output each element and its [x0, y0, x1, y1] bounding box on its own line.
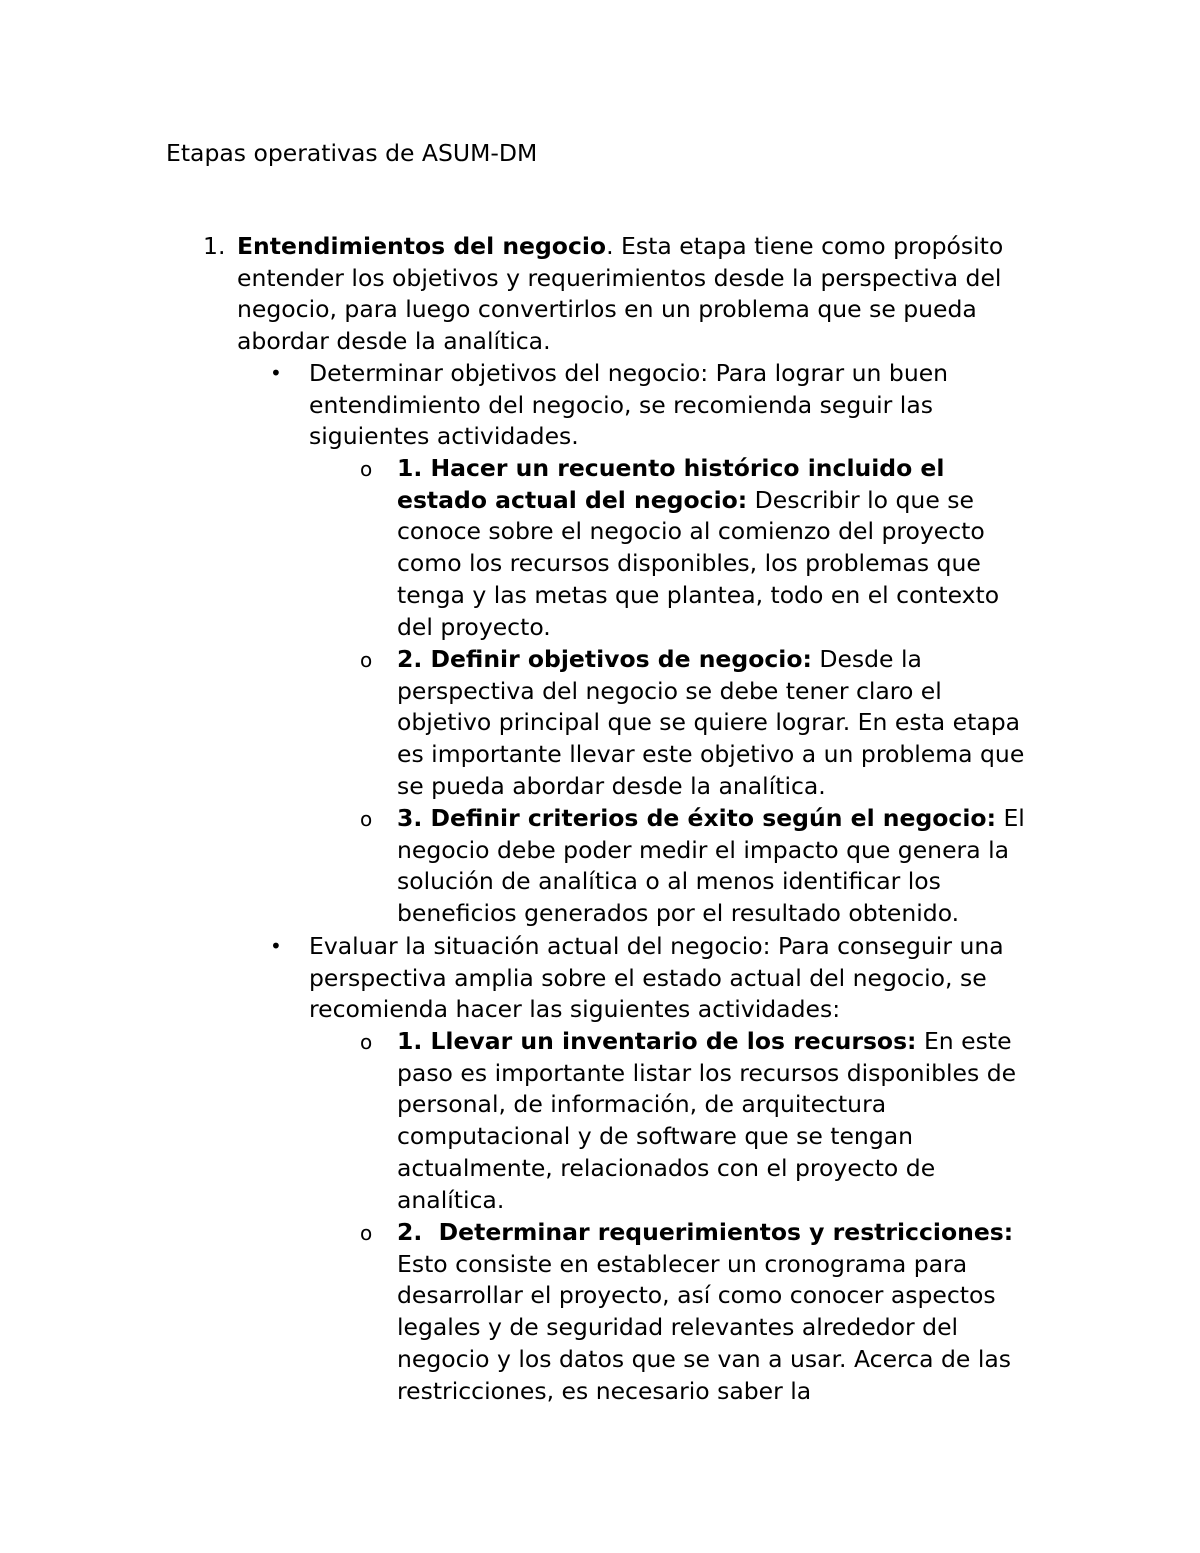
sub-item-body: El negocio debe poder medir el impacto que genera la solución de analítica o al menos identificar los beneficios generados por el resultado obtenido.	[397, 804, 1025, 928]
sub-bullet-icon: o	[360, 648, 373, 672]
sub-item-lead: 3. Definir criterios de éxito según el negocio:	[397, 804, 996, 832]
document-title: Etapas operativas de ASUM-DM	[166, 139, 538, 167]
bullet-text: Determinar objetivos del negocio: Para lograr un buen entendimiento del negocio, se recomienda seguir las siguientes actividades.	[309, 359, 949, 451]
list-item-lead: Entendimientos del negocio	[237, 232, 607, 260]
sub-item-text	[397, 644, 1037, 803]
sub-item-text	[397, 453, 1037, 643]
sub-item-lead: 2. Determinar requerimientos y restricciones:	[397, 1218, 1014, 1246]
list-item-text	[237, 231, 1037, 358]
sub-item-text	[397, 1217, 1037, 1407]
sub-item-body: Desde la perspectiva del negocio se debe tener claro el objetivo principal que se quiere lograr. En esta etapa es importante llevar este objetivo a un problema que se pueda abordar desde la analítica.	[397, 645, 1025, 800]
sub-item-body: Esto consiste en establecer un cronograma para desarrollar el proyecto, así como conocer aspectos legales y de seguridad relevantes alrededor del negocio y los datos que se van a usar. Acerca de las restricciones, es necesario saber la	[397, 1218, 1029, 1405]
sub-item-body: Describir lo que se conoce sobre el negocio al comienzo del proyecto como los recursos disponibles, los problemas que tenga y las metas que plantea, todo en el contexto del proyecto.	[397, 485, 1000, 641]
bullet-text: Evaluar la situación actual del negocio: Para conseguir una perspectiva amplia sobre el estado actual del negocio, se recomienda hacer las siguientes actividades:	[309, 932, 1004, 1024]
sub-item-body: En este paso es importante listar los recursos disponibles de personal, de información, de arquitectura computacional y de software que se tengan actualmente, relacionados con el proyecto de analítica.	[397, 1027, 1017, 1214]
sub-bullet-icon: o	[360, 1030, 373, 1054]
sub-bullet-icon: o	[360, 457, 373, 481]
sub-item-text	[397, 803, 1037, 930]
sub-item-lead: 2. Definir objetivos de negocio:	[397, 645, 812, 673]
bullet-icon: •	[270, 361, 282, 385]
sub-item-lead: 1. Hacer un recuento histórico incluido el estado actual del negocio:	[397, 454, 945, 514]
sub-item-text	[397, 1026, 1037, 1216]
sub-item-lead: 1. Llevar un inventario de los recursos:	[397, 1027, 917, 1055]
sub-bullet-icon: o	[360, 807, 373, 831]
list-item-body: . Esta etapa tiene como propósito entender los objetivos y requerimientos desde la perspectiva del negocio, para luego convertirlos en un problema que se pueda abordar desde la analítica.	[237, 232, 1004, 356]
list-number: 1.	[203, 232, 226, 260]
bullet-icon: •	[270, 934, 282, 958]
sub-bullet-icon: o	[360, 1221, 373, 1245]
